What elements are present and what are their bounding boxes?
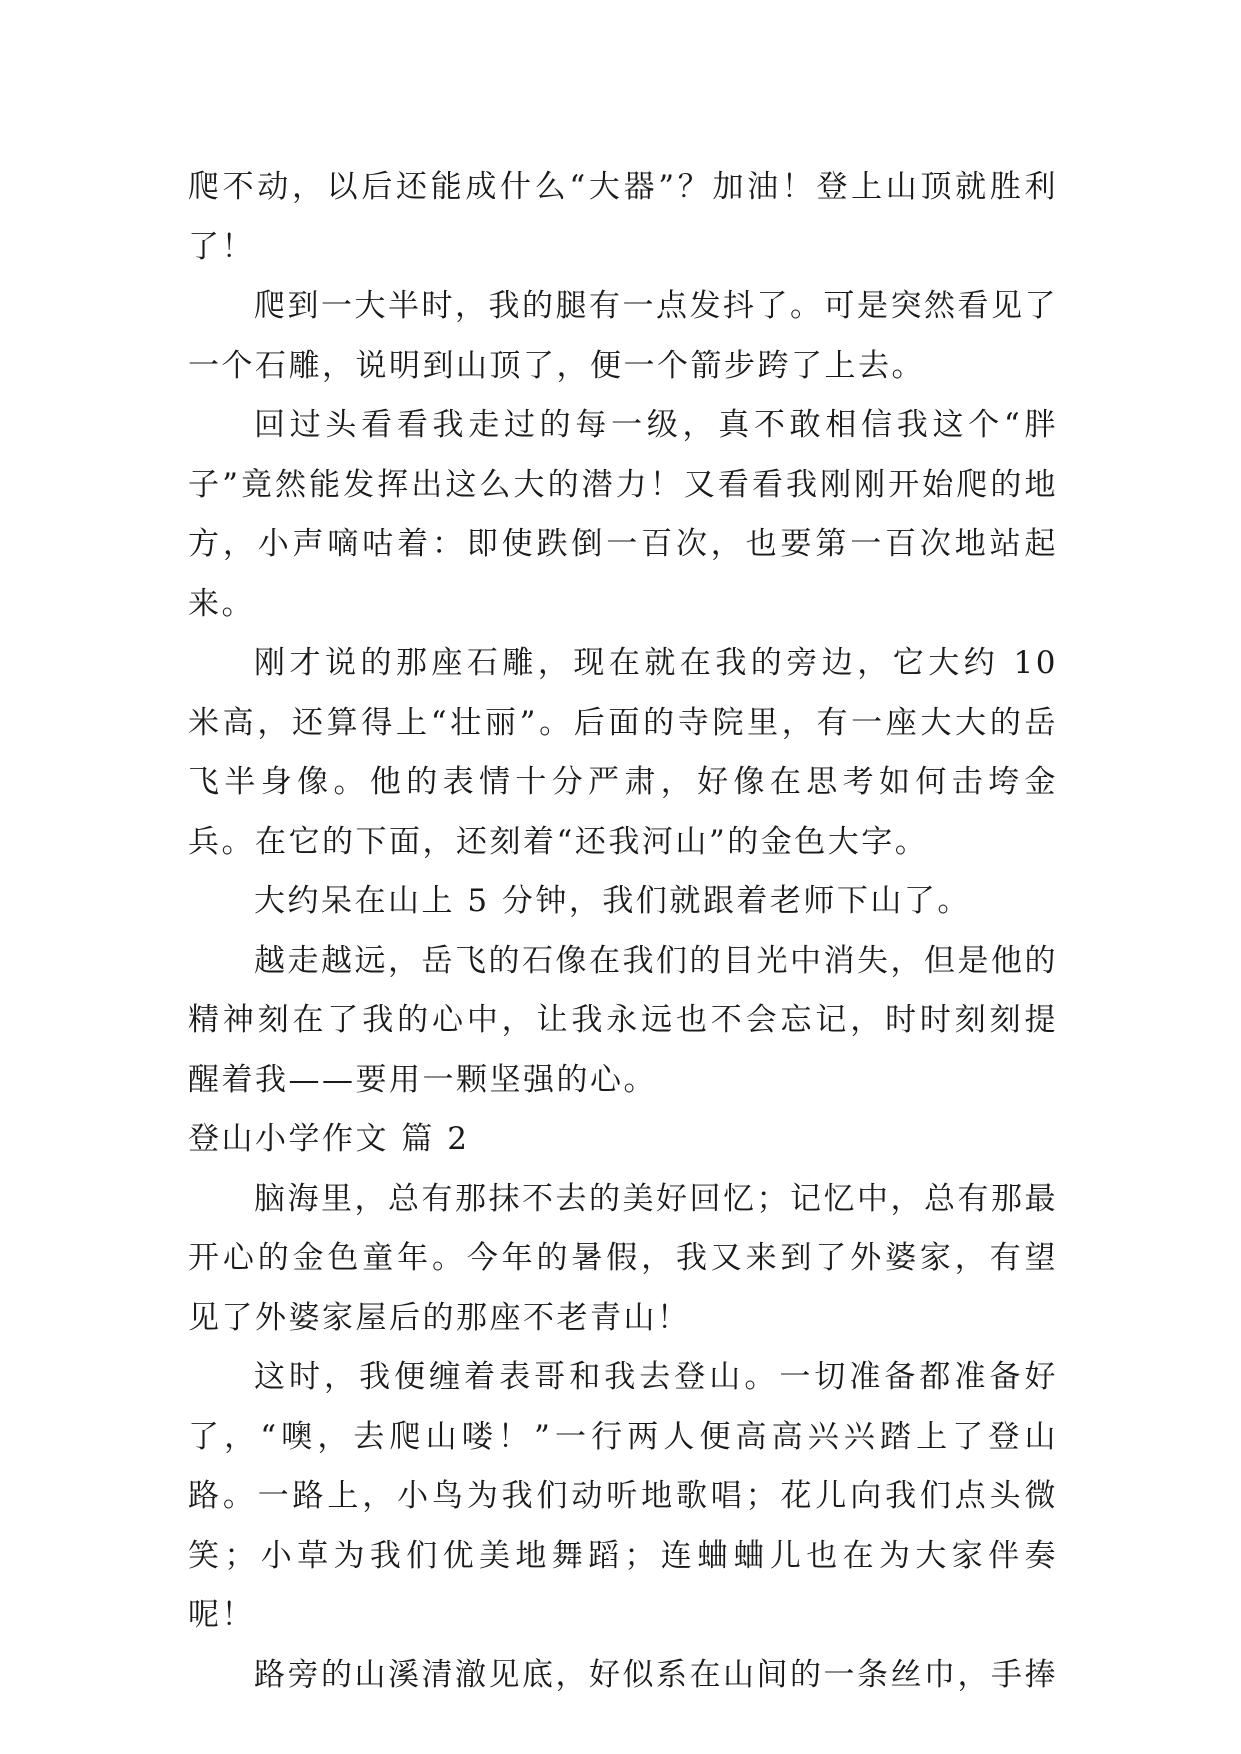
document-body <box>188 158 1058 1705</box>
paragraph: 路旁的山溪清澈见底，好似系在山间的一条丝巾，手捧 <box>254 1656 1058 1693</box>
paragraph: 脑海里，总有那抹不去的美好回忆；记忆中，总有那最开心的金色童年。今年的暑假，我又来到了外婆家，有望见了外婆家屋后的那座不老青山！ <box>188 1180 1058 1336</box>
paragraph: 这时，我便缠着表哥和我去登山。一切准备都准备好了，“噢，去爬山喽！”一行两人便高高兴兴踏上了登山路。一路上，小鸟为我们动听地歌唱；花儿向我们点头微笑；小草为我们优美地舞蹈；连蛐蛐儿也在为大家伴奏呢！ <box>188 1359 1058 1633</box>
paragraph-continuation: 爬不动，以后还能成什么“大器”？加油！登上山顶就胜利了！ <box>188 169 1058 265</box>
paragraph: 刚才说的那座石雕，现在就在我的旁边，它大约 10 米高，还算得上“壮丽”。后面的寺院里，有一座大大的岳飞半身像。他的表情十分严肃，好像在思考如何击垮金兵。在它的下面，还刻着“还我河山”的金色大字。 <box>188 645 1058 860</box>
paragraph: 回过头看看我走过的每一级，真不敢相信我这个“胖子”竟然能发挥出这么大的潜力！又看看我刚刚开始爬的地方，小声嘀咕着：即使跌倒一百次，也要第一百次地站起来。 <box>188 407 1058 622</box>
paragraph: 越走越远，岳飞的石像在我们的目光中消失，但是他的精神刻在了我的心中，让我永远也不会忘记，时时刻刻提醒着我——要用一颗坚强的心。 <box>188 942 1058 1098</box>
paragraph: 大约呆在山上 5 分钟，我们就跟着老师下山了。 <box>254 883 971 919</box>
section-heading: 登山小学作文 篇 2 <box>188 1121 470 1157</box>
paragraph: 爬到一大半时，我的腿有一点发抖了。可是突然看见了一个石雕，说明到山顶了，便一个箭步跨了上去。 <box>188 288 1058 384</box>
